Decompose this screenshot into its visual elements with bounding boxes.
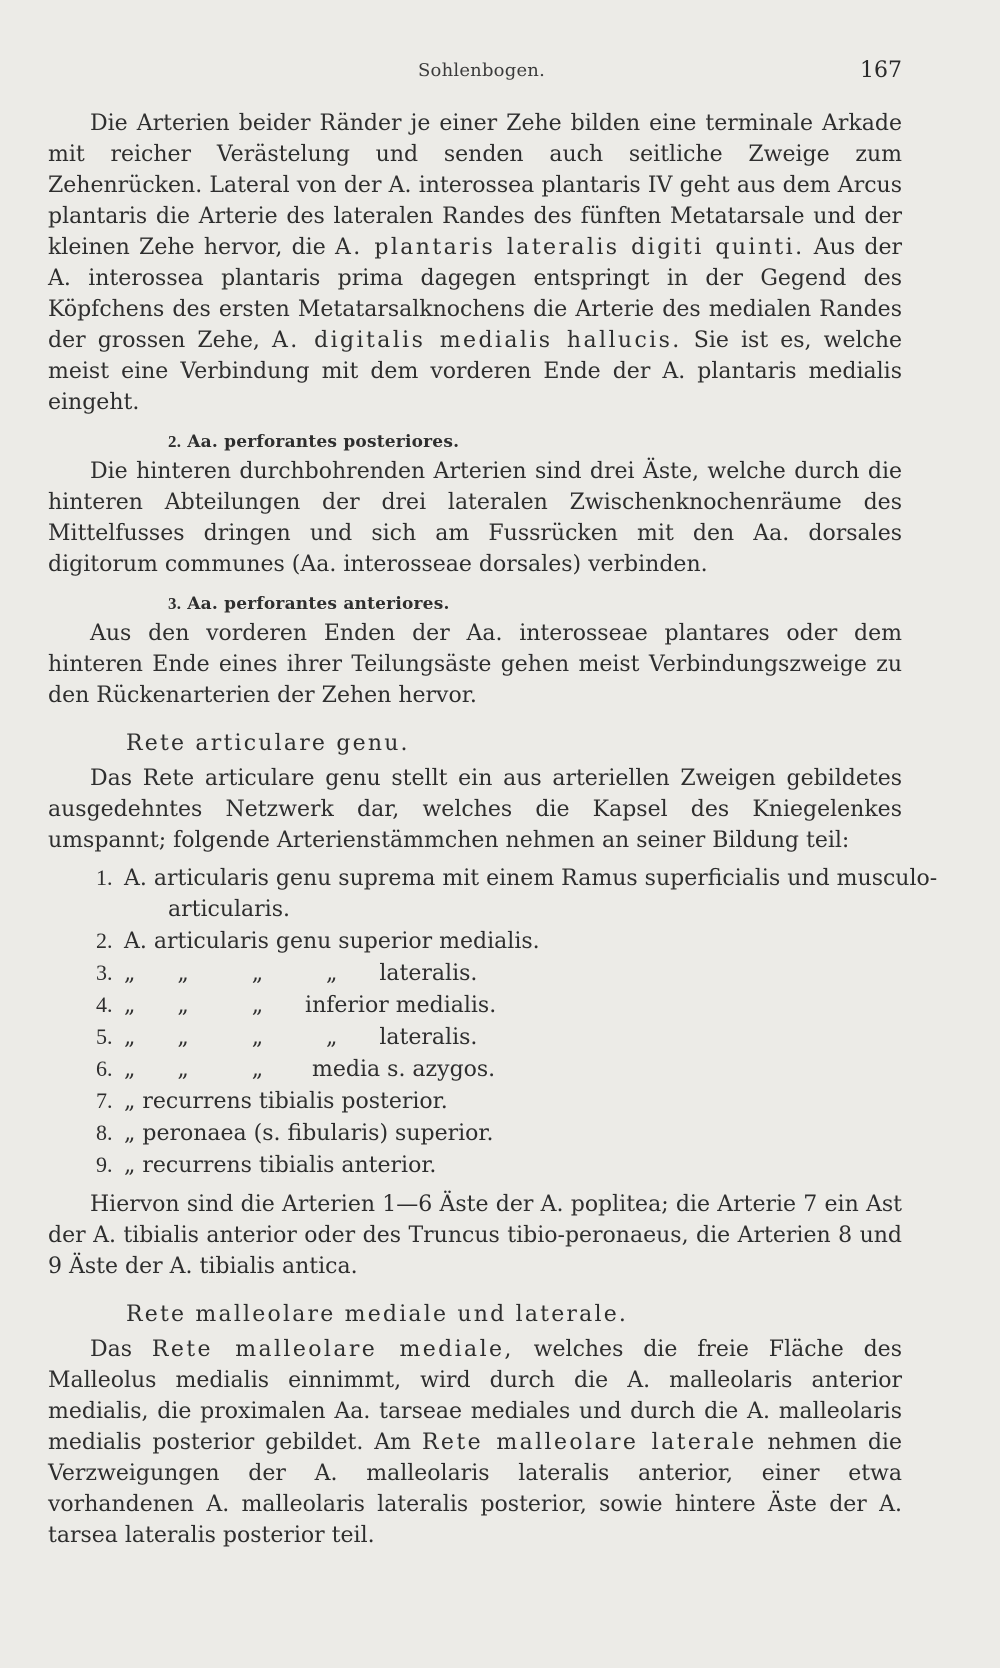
- page-content: [48, 108, 938, 1551]
- list-text: „ peronaea (s. fibularis) superior.: [124, 1121, 494, 1146]
- list-item-9: [96, 1149, 902, 1181]
- list-text: „ „ „ „ lateralis.: [124, 1025, 478, 1050]
- malleolare-spaced-term-2: Rete malleolare laterale: [421, 1430, 757, 1455]
- list-number: 4.: [96, 992, 113, 1017]
- malleolare-text-2: welches die freie Fläche des Malleolus medialis einnimmt, wird durch die A. malleolaris anterior medialis, die proximalen Aa. tarseae mediales und durch die A. malleolaris medialis posterior gebildet. Am: [48, 1337, 902, 1455]
- list-item-1: [96, 862, 938, 894]
- list-text: „ „ „ media s. azygos.: [124, 1057, 496, 1082]
- section-2-heading: [168, 428, 902, 456]
- malleolare-spaced-term-1: Rete malleolare mediale,: [151, 1337, 514, 1362]
- rete-articulare-intro: Das Rete articulare genu stellt ein aus arteriellen Zweigen gebildetes ausgedehntes Netzwerk dar, welches die Kapsel des Kniegelenkes umspannt; folgende Arterienstämmchen nehmen an seiner Bildung teil:: [48, 766, 902, 853]
- list-text: „ recurrens tibialis posterior.: [124, 1089, 448, 1114]
- intro-spaced-term-1: A. plantaris lateralis digiti quinti.: [335, 235, 805, 260]
- rete-malleolare-title: Rete malleolare mediale und laterale.: [126, 1302, 629, 1327]
- list-item-7: [96, 1085, 902, 1117]
- list-number: 5.: [96, 1024, 113, 1049]
- list-text: „ „ „ „ lateralis.: [124, 961, 478, 986]
- list-number: 2.: [96, 928, 113, 953]
- section-2-number: 2.: [168, 432, 182, 451]
- page-header: [48, 52, 902, 92]
- list-item-1-continuation: articularis.: [168, 897, 290, 922]
- list-number: 9.: [96, 1152, 113, 1177]
- section-3-heading-text: Aa. perforantes anteriores.: [187, 594, 450, 614]
- list-item-8: [96, 1117, 902, 1149]
- list-item-2: [96, 925, 902, 957]
- list-item-4: [96, 989, 902, 1021]
- section-3-paragraph: Aus den vorderen Enden der Aa. interosseae plantares oder dem hinteren Ende eines ihrer Teilungsäste gehen meist Verbindungszweige zu den Rückenarterien der Zehen hervor.: [48, 621, 902, 708]
- list-text: A. articularis genu superior medialis.: [124, 929, 540, 954]
- malleolare-text-1: Das: [90, 1337, 152, 1362]
- intro-text-3: Sie ist es, welche meist eine Verbindung mit dem vorderen Ende der A. plantaris medialis eingeht.: [48, 328, 903, 415]
- section-2-paragraph: Die hinteren durchbohrenden Arterien sind drei Äste, welche durch die hinteren Abteilungen der drei lateralen Zwischenknochenräume des Mittelfusses dringen und sich am Fussrücken mit den Aa. dorsales digitorum communes (Aa. interosseae dorsales) verbinden.: [48, 459, 902, 577]
- section-2-heading-text: Aa. perforantes posteriores.: [187, 432, 460, 452]
- intro-text-2: Aus der A. interossea plantaris prima dagegen entspringt in der Gegend des Köpfchens des ersten Metatarsalknochens die Arterie des medialen Randes der grossen Zehe,: [48, 235, 903, 353]
- list-number: 6.: [96, 1056, 113, 1081]
- rete-articulare-outro: Hiervon sind die Arterien 1—6 Äste der A. poplitea; die Arterie 7 ein Ast der A. tibialis anterior oder des Truncus tibio-peronaeus, die Arterien 8 und 9 Äste der A. tibialis antica.: [48, 1192, 902, 1279]
- intro-paragraph: [48, 108, 902, 418]
- page-number: 167: [860, 58, 902, 83]
- running-title: Sohlenbogen.: [418, 60, 546, 81]
- list-number: 7.: [96, 1088, 113, 1113]
- intro-spaced-term-2: A. digitalis medialis hallucis.: [271, 328, 682, 353]
- rete-malleolare-paragraph: [48, 1334, 902, 1551]
- list-number: 8.: [96, 1120, 113, 1145]
- list-item-3: [96, 957, 902, 989]
- intro-text-1: Die Arterien beider Ränder je einer Zehe bilden eine terminale Arkade mit reicher Verästelung und senden auch seitliche Zweige zum Zehenrücken. Lateral von der A. interossea plantaris IV geht aus dem Arcus plantaris die Arterie des lateralen Randes des fünften Metatarsale und der kleinen Zehe hervor, die: [48, 111, 902, 260]
- section-3-number: 3.: [168, 594, 182, 613]
- list-number: 3.: [96, 960, 113, 985]
- rete-articulare-title: Rete articulare genu.: [126, 731, 410, 756]
- list-number: 1.: [96, 865, 113, 890]
- section-3-heading: [168, 590, 902, 618]
- list-text: „ „ „ inferior medialis.: [124, 993, 497, 1018]
- malleolare-text-3: nehmen die Verzweigungen der A. malleolaris lateralis anterior, einer etwa vorhandenen A. malleolaris lateralis posterior, sowie hintere Äste der A. tarsea lateralis posterior teil.: [48, 1430, 902, 1548]
- list-text: A. articularis genu suprema mit einem Ramus superficialis und musculo-: [124, 866, 938, 891]
- artery-list: [96, 862, 938, 1181]
- list-text: „ recurrens tibialis anterior.: [124, 1153, 437, 1178]
- list-item-6: [96, 1053, 902, 1085]
- list-item-5: [96, 1021, 902, 1053]
